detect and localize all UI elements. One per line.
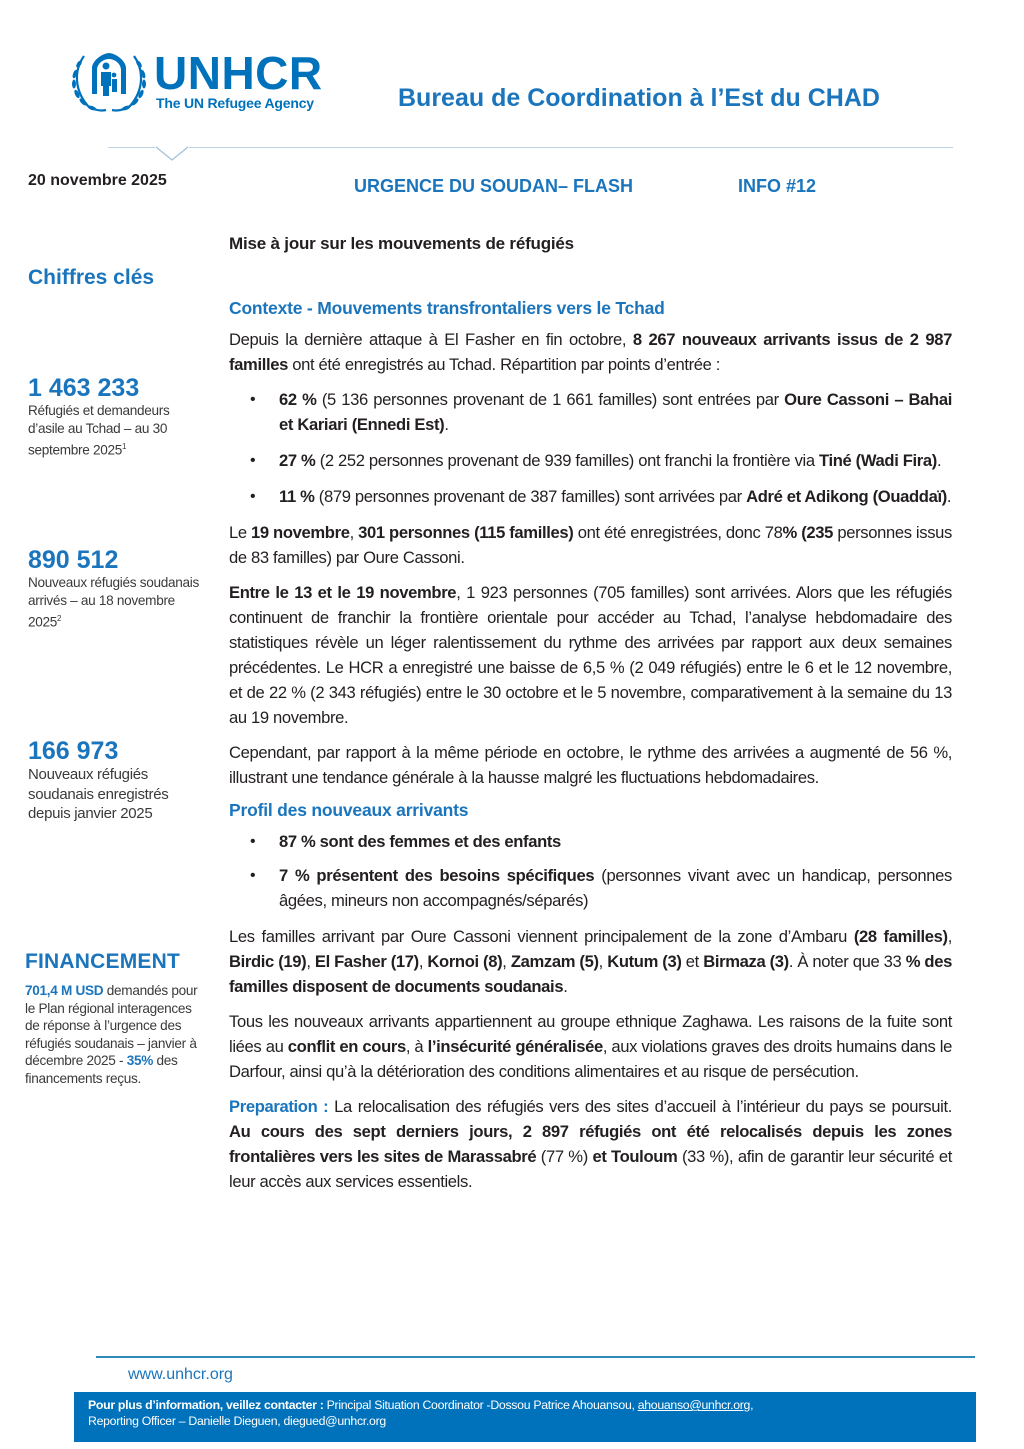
text-bold: Birdic (19) [229,952,307,971]
contact-band [74,1392,976,1442]
text: Depuis la dernière attaque à El Fasher en fin octobre, [229,330,633,349]
entry-points-list [229,387,952,509]
header-divider [108,147,953,148]
key-figure-registered-2025 [28,737,208,824]
text: . [444,415,449,434]
nov19-paragraph [229,520,952,570]
text: (33 %), afin de garantir leur sécurité et leur accès aux services essentiels. [229,1147,952,1191]
bullet-icon: • [250,833,256,850]
text-bold: conflit en cours [287,1037,406,1056]
funding-amount: 701,4 M USD [25,983,104,998]
text-bold: % des familles disposent de documents soudanais [229,952,952,996]
update-heading: Mise à jour sur les mouvements de réfugiés [229,234,574,253]
funding-box [25,950,205,1087]
text-bold: Birmaza (3) [703,952,789,971]
entry-pct: 27 % [279,451,316,470]
key-figure-new-arrivals [28,546,208,632]
text-bold: l’insécurité généralisée [427,1037,603,1056]
weekly-paragraph [229,580,952,730]
text: , [306,952,315,971]
key-figure-description [28,402,208,460]
text-bold: % (235 [782,523,834,542]
entry-text: (5 136 personnes provenant de 1 661 familles) sont entrées par [316,390,785,409]
key-figure-description [28,574,208,632]
text: , [349,523,359,542]
text: et [681,952,704,971]
bullet-icon: • [250,867,256,884]
list-item [250,863,952,913]
text: personnes issus de 83 familles) par Oure Cassoni. [229,523,952,567]
text-bold: et Touloum [592,1147,678,1166]
key-figure-value: 166 973 [28,737,119,765]
text: . À noter que 33 [788,952,906,971]
bullet-icon: • [250,391,256,408]
text: Le [229,523,252,542]
text-bold: 7 % présentent des besoins spécifiques [279,866,595,885]
key-figure-description: Nouveaux réfugiés soudanais enregistrés depuis janvier 2025 [28,766,169,822]
funding-text [25,982,205,1087]
contact-coordinator: Principal Situation Coordinator -Dossou Patrice Ahouansou, [323,1398,638,1412]
preparation-paragraph [229,1094,952,1194]
text: , [947,927,952,946]
text: Les familles arrivant par Oure Cassoni viennent principalement de la zone d’Ambaru [229,927,854,946]
text-bold: Kornoi (8) [427,952,503,971]
profile-list [229,829,952,913]
preparation-label: Preparation : [229,1097,329,1116]
bullet-icon: • [250,488,256,505]
key-figures-heading: Chiffres clés [28,266,155,289]
reasons-paragraph [229,1009,952,1084]
text: (personnes vivant avec un handicap, personnes âgées, mineurs non accompagnés/séparés) [279,866,952,910]
text-bold: El Fasher (17) [314,952,419,971]
entry-text: (879 personnes provenant de 387 familles) sont arrivées par [314,487,747,506]
text-bold: Entre le 13 et le 19 novembre [229,583,457,602]
entry-text: (2 252 personnes provenant de 939 familles) ont franchi la frontière via [315,451,819,470]
footer-divider [96,1356,975,1358]
text-bold: Au cours des sept derniers jours, 2 897 réfugiés ont été relocalisés depuis les zones frontalières vers les sites de Marassabré [229,1122,952,1166]
entry-place: Adré et Adikong (Ouaddaï) [746,487,947,506]
unhcr-logo [70,48,345,118]
key-figure-value: 890 512 [28,546,119,574]
entry-place: Oure Cassoni – Bahai et Kariari (Ennedi Est) [279,390,952,434]
key-figure-description-text: Nouveaux réfugiés soudanais arrivés – au 18 novembre 2025 [28,575,200,630]
unhcr-emblem-icon [70,48,148,114]
footnote-marker[interactable]: 2 [57,614,62,623]
key-figure-description-text: Réfugiés et demandeurs d’asile au Tchad – au 30 septembre 2025 [28,403,170,458]
text-bold: 301 personnes (115 familles) [358,523,574,542]
text: . [563,977,568,996]
entry-pct: 11 % [279,487,315,506]
report-date: 20 novembre 2025 [28,172,167,189]
bureau-title: Bureau de Coordination à l’Est du CHAD [398,84,880,112]
text: Tous les nouveaux arrivants appartiennent au groupe ethnique Zaghawa. Les raisons de la fuite sont liées au [229,1012,952,1056]
text: , [750,1398,754,1412]
origins-paragraph [229,924,952,999]
list-item [250,387,952,437]
text-bold: 19 novembre [251,523,350,542]
text: . [936,451,942,470]
text: , [418,952,428,971]
list-item [250,448,952,473]
text: , [598,952,608,971]
list-item [250,829,952,854]
entry-pct: 62 % [279,390,317,409]
funding-heading: FINANCEMENT [25,950,181,973]
text-bold: (28 familles) [853,927,948,946]
funding-description: demandés pour le Plan régional interagences de réponse à l’urgence des réfugiés soudanais – janvier à décembre 2025 - [25,983,198,1068]
text: ont été enregistrées, donc 78 [573,523,783,542]
chevron-down-icon [155,146,189,162]
text-bold: 87 % sont des femmes et des enfants [279,832,561,851]
text: , [502,952,511,971]
trend-paragraph: Cependant, par rapport à la même période en octobre, le rythme des arrivées a augmenté de 56 %, illustrant une tendance générale à la hausse malgré les fluctuations hebdomadaires. [229,743,952,787]
text: , 1 923 personnes (705 familles) sont arrivées. Alors que les réfugiés continuent de franchir la frontière orientale pour accéder au Tchad, l’analyse hebdomadaire des statistiques révèle un léger ralentissement du rythme des arrivées par rapport aux deux semaines précédentes. Le HCR a enregistré une baisse de 6,5 % (2 049 réfugiés) entre le 6 et le 12 novembre, et de 22 % (2 343 réfugiés) entre le 30 octobre et le 5 novembre, comparativement à la semaine du 13 au 19 novembre. [229,583,952,727]
main-content [229,234,952,1204]
contact-line-2: Reporting Officer – Danielle Dieguen, diegued@unhcr.org [88,1414,386,1428]
intro-paragraph [229,327,952,377]
footnote-marker[interactable]: 1 [122,442,127,451]
funding-description-end: des financements reçus. [25,1053,178,1086]
flash-title: URGENCE DU SOUDAN– FLASH [354,176,634,196]
text-bold: Kutum (3) [607,952,682,971]
logo-tagline: The UN Refugee Agency [156,95,314,111]
context-heading: Contexte - Mouvements transfrontaliers vers le Tchad [229,298,665,318]
text: , à [405,1037,428,1056]
text: La relocalisation des réfugiés vers des sites d’accueil à l’intérieur du pays se poursuit. [328,1097,952,1116]
contact-label: Pour plus d’information, veillez contacter : [88,1398,324,1412]
bullet-icon: • [250,452,256,469]
text-bold: 8 267 nouveaux arrivants issus de 2 987 familles [229,330,952,374]
coordinator-email-link[interactable]: ahouanso@unhcr.org [637,1398,751,1412]
profile-heading: Profil des nouveaux arrivants [229,800,469,820]
text: ont été enregistrés au Tchad. Répartition par points d’entrée : [288,355,721,374]
key-figure-total-refugees [28,374,208,460]
text: , aux violations graves des droits humains dans le Darfour, ainsi qu’à la détérioration des conditions alimentaires et au risque de persécution. [229,1037,952,1081]
contact-line-1 [88,1397,976,1413]
entry-place: Tiné (Wadi Fira) [819,451,937,470]
key-figure-value: 1 463 233 [28,374,140,402]
text-bold: Zamzam (5) [510,952,599,971]
logo-wordmark: UNHCR [154,47,323,99]
text: (77 %) [536,1147,593,1166]
website-link[interactable]: www.unhcr.org [128,1366,233,1383]
text: . [946,487,952,506]
list-item [250,484,952,509]
funding-percent: 35% [126,1053,154,1068]
flash-info-number: INFO #12 [738,176,817,196]
